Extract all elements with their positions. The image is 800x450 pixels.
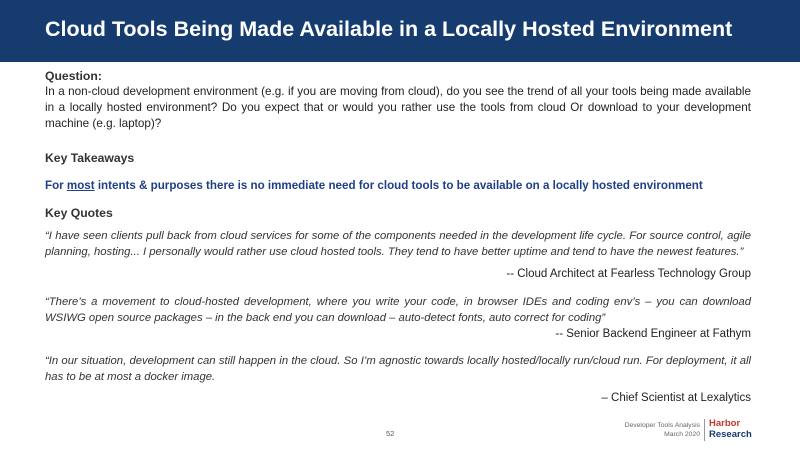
report-date: March 2020 bbox=[664, 431, 700, 438]
question-label: Question: bbox=[45, 69, 102, 83]
logo-line-2: Research bbox=[709, 428, 752, 440]
takeaway-prefix: For bbox=[45, 179, 67, 192]
footer-report-info bbox=[625, 421, 700, 439]
takeaway-suffix: intents & purposes there is no immediate need for cloud tools to be available on a locally hosted environment bbox=[94, 179, 703, 192]
quote-3-text: “In our situation, development can still happen in the cloud. So I’m agnostic towards locally hosted/locally run/cloud run. For deployment, it all has to be at most a docker image. bbox=[45, 355, 751, 383]
slide-title: Cloud Tools Being Made Available in a Locally Hosted Environment bbox=[45, 17, 733, 41]
quote-2-attribution: -- Senior Backend Engineer at Fathym bbox=[555, 328, 751, 340]
key-quotes-label: Key Quotes bbox=[45, 206, 113, 220]
page-number: 52 bbox=[386, 429, 395, 438]
harbor-research-logo bbox=[709, 419, 752, 440]
logo-line-1: Harbor bbox=[709, 418, 741, 429]
key-takeaways-label: Key Takeaways bbox=[45, 151, 135, 165]
question-text: In a non-cloud development environment (e.g. if you are moving from cloud), do you see the trend of all your tools being made available in a locally hosted environment? Do you expect that or would you rather use the tools from cloud Or download to your development machine (e.g. laptop)? bbox=[45, 85, 751, 130]
quote-3-attribution: – Chief Scientist at Lexalytics bbox=[601, 392, 751, 404]
quote-1-text: “I have seen clients pull back from cloud services for some of the components needed in the development life cycle. For source control, agile planning, hosting... I personally would rather use cloud hosted tools. They tend to have better uptime and tend to have the newest features.” bbox=[45, 230, 751, 258]
slide-content bbox=[45, 68, 751, 406]
key-takeaway-text bbox=[45, 178, 751, 194]
report-name: Developer Tools Analysis bbox=[624, 422, 700, 429]
quote-1-attribution: -- Cloud Architect at Fearless Technology Group bbox=[506, 268, 751, 280]
footer-divider bbox=[704, 419, 705, 441]
takeaway-emphasis: most bbox=[66, 179, 95, 192]
quote-2-text: “There’s a movement to cloud-hosted development, where you write your code, in browser IDEs and coding env’s – you can download WSIWG open source packages – in the back end you can download – auto-detect fonts, auto correct for coding” bbox=[45, 296, 751, 324]
title-bar bbox=[0, 0, 800, 62]
